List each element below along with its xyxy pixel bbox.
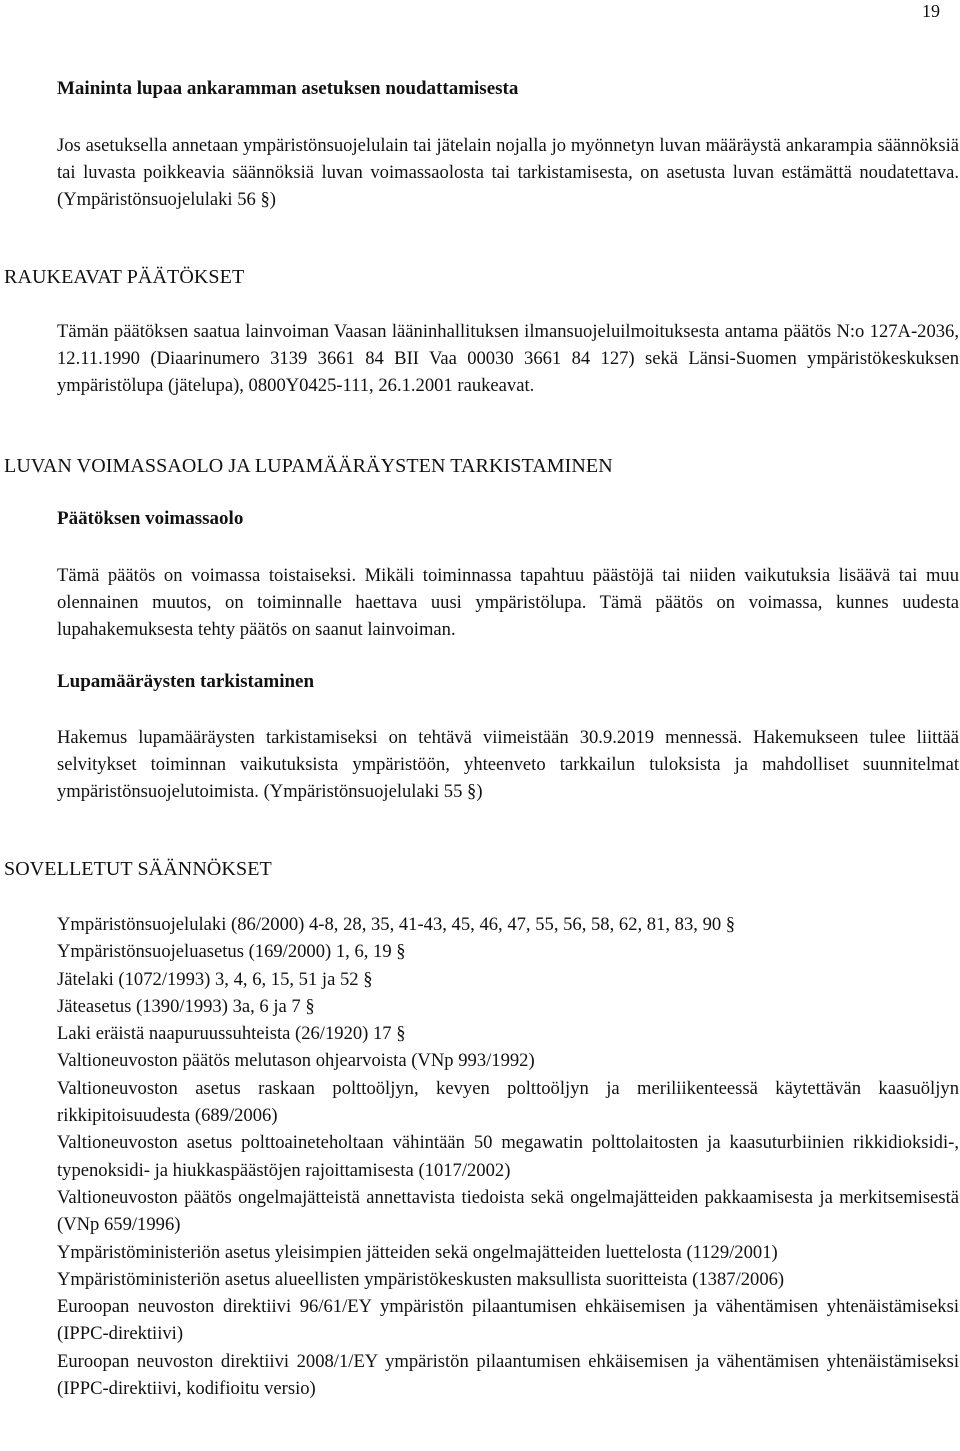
regulation-item: Jätelaki (1072/1993) 3, 4, 6, 15, 51 ja 52 § [57, 968, 373, 990]
section-heading-stricter-regulation: Maininta lupaa ankaramman asetuksen noudattamisesta [57, 78, 519, 99]
regulations-list [57, 911, 959, 1402]
section-heading-expired-decisions: RAUKEAVAT PÄÄTÖKSET [4, 266, 245, 288]
subheading-decision-validity: Päätöksen voimassaolo [57, 508, 244, 529]
regulation-item: Laki eräistä naapuruussuhteista (26/1920) 17 § [57, 1023, 406, 1045]
regulation-item: Valtioneuvoston asetus polttoaineteholtaan vähintään 50 megawatin polttolaitosten ja kaasuturbiinien rikkidioksidi-, typenoksidi- ja hiukkaspäästöjen rajoittamisesta (1017/2002) [57, 1132, 959, 1181]
regulation-item: Ympäristönsuojeluasetus (169/2000) 1, 6, 19 § [57, 941, 406, 963]
regulation-item: Euroopan neuvoston direktiivi 2008/1/EY ympäristön pilaantumisen ehkäisemisen ja vähentämisen yhtenäistämiseksi (IPPC-direktiivi, kodifioitu versio) [57, 1350, 959, 1400]
regulation-item: Euroopan neuvoston direktiivi 96/61/EY ympäristön pilaantumisen ehkäisemisen ja vähentämisen yhtenäistämiseksi (IPPC-direktiivi) [57, 1296, 959, 1345]
regulation-item: Ympäristöministeriön asetus yleisimpien jätteiden sekä ongelmajätteiden luettelosta (1129/2001) [57, 1241, 778, 1263]
regulation-item: Ympäristöministeriön asetus alueellisten ympäristökeskusten maksullista suoritteista (1387/2006) [57, 1268, 785, 1290]
regulation-item: Jäteasetus (1390/1993) 3a, 6 ja 7 § [57, 995, 315, 1017]
regulation-item: Ympäristönsuojelulaki (86/2000) 4-8, 28, 35, 41-43, 45, 46, 47, 55, 56, 58, 62, 81, 83, 90 § [57, 914, 736, 935]
decision-validity-paragraph: Tämä päätös on voimassa toistaiseksi. Mikäli toiminnassa tapahtuu päästöjä tai niiden vaikutuksia lisäävä tai muu olennainen muutos, on toiminnalle haettava uusi ympäristölupa. Tämä päätös on voimassa, kunnes uudesta lupahakemuksesta tehty päätös on saanut lainvoiman. [57, 565, 959, 640]
expired-decisions-paragraph: Tämän päätöksen saatua lainvoiman Vaasan lääninhallituksen ilmansuojeluilmoituksesta antama päätös N:o 127A-2036, 12.11.1990 (Diaarinumero 3139 3661 84 BII Vaa 00030 3661 84 127) sekä Länsi-Suomen ympäristökeskuksen ympäristölupa (jätelupa), 0800Y0425-111, 26.1.2001 raukeavat. [57, 321, 959, 396]
section-heading-validity-review: LUVAN VOIMASSAOLO JA LUPAMÄÄRÄYSTEN TARKISTAMINEN [4, 455, 613, 477]
regulation-item: Valtioneuvoston päätös melutason ohjearvoista (VNp 993/1992) [57, 1050, 535, 1072]
stricter-regulation-paragraph: Jos asetuksella annetaan ympäristönsuojelulain tai jätelain nojalla jo myönnetyn luvan määräystä ankarampia säännöksiä tai luvasta poikkeavia säännöksiä luvan voimassaolosta tai tarkistamisesta, on asetusta luvan estämättä noudatettava. (Ympäristönsuojelulaki 56 §) [57, 135, 959, 210]
subheading-permit-review: Lupamääräysten tarkistaminen [57, 671, 315, 692]
permit-review-paragraph: Hakemus lupamääräysten tarkistamiseksi on tehtävä viimeistään 30.9.2019 mennessä. Hakemukseen tulee liittää selvitykset toiminnan vaikutuksista ympäristöön, yhteenveto tarkkailun tuloksista ja mahdolliset suunnitelmat ympäristönsuojelutoimista. (Ympäristönsuojelulaki 55 §) [57, 727, 959, 802]
regulation-item: Valtioneuvoston päätös ongelmajätteistä annettavista tiedoista sekä ongelmajätteiden pakkaamisesta ja merkitsemisestä (VNp 659/1996) [57, 1186, 959, 1236]
page-number: 19 [922, 1, 940, 21]
section-heading-applied-regulations: SOVELLETUT SÄÄNNÖKSET [4, 858, 272, 880]
regulation-item: Valtioneuvoston asetus raskaan polttoöljyn, kevyen polttoöljyn ja meriliikenteessä käytettävän kaasuöljyn rikkipitoisuudesta (689/2006) [57, 1077, 959, 1127]
